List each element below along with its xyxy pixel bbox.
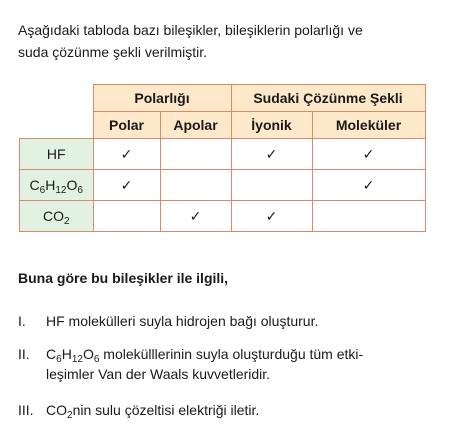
cell-co2-polar — [93, 201, 160, 232]
subheader-ionic: İyonik — [231, 112, 312, 139]
check-mark: ✓ — [120, 145, 133, 162]
statement-number: III. — [18, 402, 34, 418]
statement-1 — [18, 311, 318, 331]
intro-text — [18, 19, 438, 63]
table-row — [20, 139, 426, 170]
group-header-solubility: Sudaki Çözünme Şekli — [231, 85, 425, 112]
statement-text: $C_6H_{12}O_6$ molekülllerinin suyla oluşturduğu tüm etki- — [46, 346, 364, 365]
cell-hf-molecular — [312, 139, 425, 170]
cell-glucose-ionic — [231, 170, 312, 201]
check-mark: ✓ — [189, 207, 202, 224]
cell-co2-apolar — [160, 201, 231, 232]
compounds-table — [19, 84, 426, 232]
cell-co2-ionic — [231, 201, 312, 232]
subheader-molecular: Moleküler — [312, 112, 425, 139]
statement-text: HF molekülleri suyla hidrojen bağı oluşturur. — [46, 313, 319, 329]
statement-text-continued: leşimler Van der Waals kuvvetleridir. — [46, 366, 271, 382]
cell-co2-molecular — [312, 201, 425, 232]
subheader-apolar: Apolar — [160, 112, 231, 139]
statement-number: I. — [18, 313, 26, 329]
row-label-co2: $CO_2$ — [20, 201, 94, 232]
row-label-hf: HF — [20, 139, 94, 170]
cell-glucose-molecular — [312, 170, 425, 201]
cell-glucose-polar — [93, 170, 160, 201]
cell-hf-apolar — [160, 139, 231, 170]
cell-glucose-apolar — [160, 170, 231, 201]
table-row — [20, 201, 426, 232]
question-stem: Buna göre bu bileşikler ile ilgili, — [18, 270, 229, 286]
cell-hf-ionic — [231, 139, 312, 170]
statement-2 — [18, 344, 363, 384]
check-mark: ✓ — [120, 176, 133, 193]
statement-text: $CO_2nin$ sulu çözeltisi elektriği iletir. — [46, 402, 260, 421]
cell-hf-polar — [93, 139, 160, 170]
table-row — [20, 170, 426, 201]
table-corner — [20, 85, 94, 139]
intro-line-2: suda çözünme şekli verilmiştir. — [18, 44, 208, 60]
statement-number: II. — [18, 346, 30, 362]
statement-3 — [18, 400, 259, 420]
intro-line-1: Aşağıdaki tabloda bazı bileşikler, bileşiklerin polarlığı ve — [18, 22, 363, 38]
check-mark: ✓ — [362, 145, 375, 162]
row-label-glucose: $C_6H_{12}O_6$ — [20, 170, 94, 201]
check-mark: ✓ — [265, 207, 278, 224]
check-mark: ✓ — [265, 145, 278, 162]
subheader-polar: Polar — [93, 112, 160, 139]
check-mark: ✓ — [362, 176, 375, 193]
group-header-polarity: Polarlığı — [93, 85, 231, 112]
